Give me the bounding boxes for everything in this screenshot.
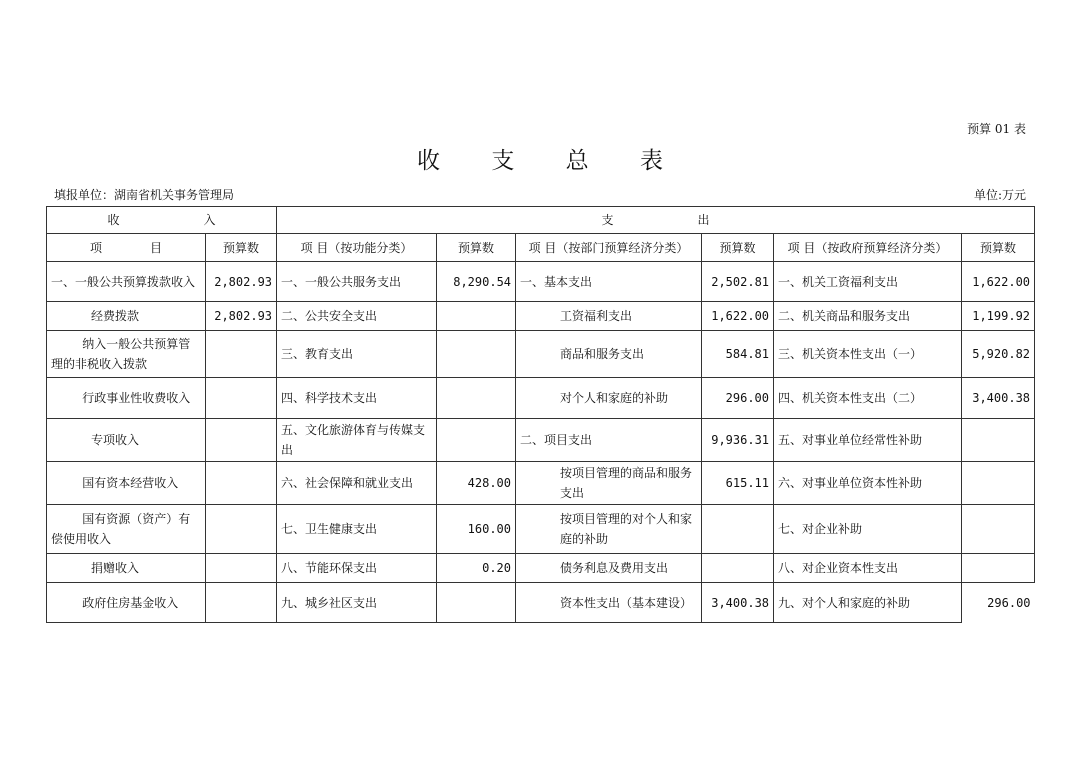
income-item: 行政事业性收费收入: [47, 378, 206, 419]
income-amount: 2,802.93: [206, 262, 277, 302]
gov-item: 二、机关商品和服务支出: [774, 302, 962, 331]
gov-item: 一、机关工资福利支出: [774, 262, 962, 302]
gov-amount: [962, 554, 1035, 583]
table-row: [47, 462, 1035, 505]
income-amount: [206, 331, 277, 378]
income-item: 国有资本经营收入: [47, 462, 206, 505]
header-budget: 预算数: [962, 234, 1035, 262]
gov-amount: 296.00: [962, 583, 1035, 623]
gov-amount: [962, 462, 1035, 505]
income-amount: [206, 554, 277, 583]
table-row: [47, 583, 1035, 623]
gov-item: 七、对企业补助: [774, 505, 962, 554]
gov-item: 八、对企业资本性支出: [774, 554, 962, 583]
page-title: 收 支 总 表: [417, 148, 685, 174]
dept-item: 工资福利支出: [516, 302, 702, 331]
header-expense: 支 出: [277, 207, 1035, 234]
func-amount: 428.00: [437, 462, 516, 505]
func-item: 三、教育支出: [277, 331, 437, 378]
income-amount: [206, 462, 277, 505]
dept-amount: 1,622.00: [702, 302, 774, 331]
header-row-group: [47, 207, 1035, 234]
func-item: 四、科学技术支出: [277, 378, 437, 419]
header-row-columns: [47, 234, 1035, 262]
gov-amount: 1,199.92: [962, 302, 1035, 331]
gov-amount: [962, 419, 1035, 462]
form-id: 预算 01 表: [967, 122, 1026, 136]
dept-item: 对个人和家庭的补助: [516, 378, 702, 419]
func-item: 九、城乡社区支出: [277, 583, 437, 623]
income-amount: [206, 505, 277, 554]
func-amount: [437, 419, 516, 462]
dept-amount: 9,936.31: [702, 419, 774, 462]
dept-item: 一、基本支出: [516, 262, 702, 302]
income-item: 经费拨款: [47, 302, 206, 331]
func-item: 六、社会保障和就业支出: [277, 462, 437, 505]
func-item: 五、文化旅游体育与传媒支出: [277, 419, 437, 462]
gov-item: 六、对事业单位资本性补助: [774, 462, 962, 505]
income-item: 一、一般公共预算拨款收入: [47, 262, 206, 302]
header-dept-item: 项 目（按部门预算经济分类）: [516, 234, 702, 262]
header-budget: 预算数: [437, 234, 516, 262]
header-gov-item: 项 目（按政府预算经济分类）: [774, 234, 962, 262]
func-item: 八、节能环保支出: [277, 554, 437, 583]
func-amount: [437, 302, 516, 331]
gov-amount: [962, 505, 1035, 554]
income-amount: [206, 583, 277, 623]
dept-amount: [702, 554, 774, 583]
dept-item: 资本性支出（基本建设）: [516, 583, 702, 623]
gov-item: 九、对个人和家庭的补助: [774, 583, 962, 623]
table-row: [47, 554, 1035, 583]
dept-amount: 3,400.38: [702, 583, 774, 623]
gov-amount: 5,920.82: [962, 331, 1035, 378]
header-budget: 预算数: [206, 234, 277, 262]
func-item: 七、卫生健康支出: [277, 505, 437, 554]
dept-amount: 584.81: [702, 331, 774, 378]
table-row: [47, 302, 1035, 331]
func-amount: [437, 378, 516, 419]
income-amount: [206, 419, 277, 462]
gov-amount: 3,400.38: [962, 378, 1035, 419]
gov-item: 五、对事业单位经常性补助: [774, 419, 962, 462]
dept-amount: 615.11: [702, 462, 774, 505]
dept-item: 按项目管理的商品和服务支出: [516, 462, 702, 505]
income-amount: [206, 378, 277, 419]
budget-summary-table: [46, 206, 1035, 623]
table-row: [47, 262, 1035, 302]
reporting-unit: 填报单位：湖南省机关事务管理局: [54, 188, 235, 202]
func-amount: 8,290.54: [437, 262, 516, 302]
table-row: [47, 378, 1035, 419]
currency-unit: 单位:万元: [973, 188, 1026, 202]
func-item: 二、公共安全支出: [277, 302, 437, 331]
income-item: 专项收入: [47, 419, 206, 462]
income-item: 国有资源（资产）有偿使用收入: [47, 505, 206, 554]
func-amount: [437, 583, 516, 623]
income-item: 政府住房基金收入: [47, 583, 206, 623]
dept-item: 债务利息及费用支出: [516, 554, 702, 583]
dept-amount: 2,502.81: [702, 262, 774, 302]
header-budget: 预算数: [702, 234, 774, 262]
header-item: 项 目: [47, 234, 206, 262]
dept-item: 商品和服务支出: [516, 331, 702, 378]
gov-amount: 1,622.00: [962, 262, 1035, 302]
gov-item: 四、机关资本性支出（二）: [774, 378, 962, 419]
dept-amount: [702, 505, 774, 554]
income-amount: 2,802.93: [206, 302, 277, 331]
table-row: [47, 419, 1035, 462]
gov-item: 三、机关资本性支出（一）: [774, 331, 962, 378]
header-income: 收 入: [47, 207, 277, 234]
income-item: 捐赠收入: [47, 554, 206, 583]
table-row: [47, 331, 1035, 378]
header-func-item: 项 目（按功能分类）: [277, 234, 437, 262]
func-amount: 160.00: [437, 505, 516, 554]
func-amount: 0.20: [437, 554, 516, 583]
income-item: 纳入一般公共预算管理的非税收入拨款: [47, 331, 206, 378]
func-amount: [437, 331, 516, 378]
dept-item: 按项目管理的对个人和家庭的补助: [516, 505, 702, 554]
table-row: [47, 505, 1035, 554]
func-item: 一、一般公共服务支出: [277, 262, 437, 302]
dept-amount: 296.00: [702, 378, 774, 419]
dept-item: 二、项目支出: [516, 419, 702, 462]
